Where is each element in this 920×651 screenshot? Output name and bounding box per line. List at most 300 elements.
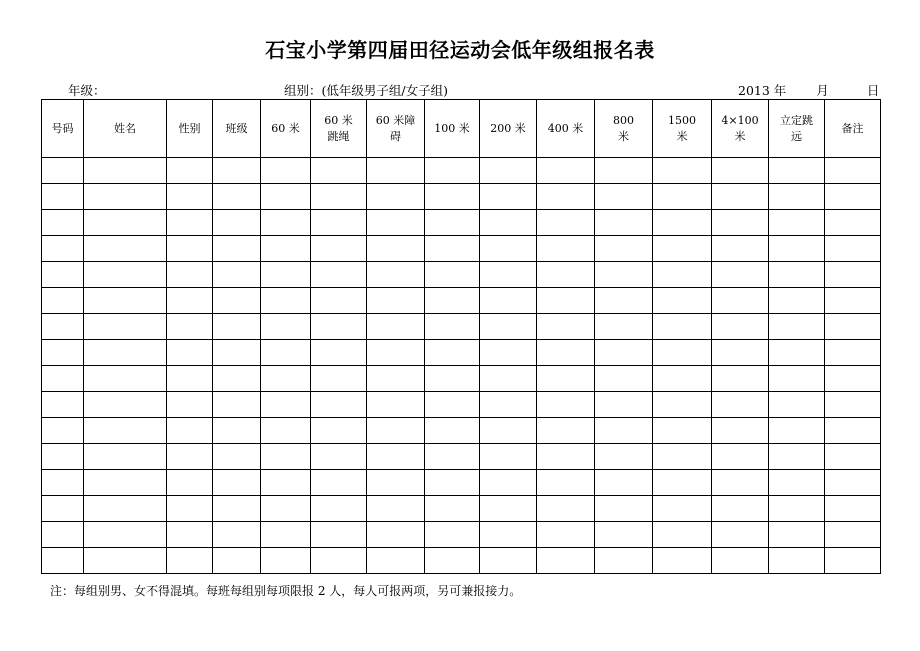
entry-cell[interactable] <box>537 262 595 288</box>
entry-cell[interactable] <box>480 184 537 210</box>
entry-cell[interactable] <box>367 158 425 184</box>
column-header <box>537 100 595 158</box>
entry-cell[interactable] <box>213 522 261 548</box>
entry-cell[interactable] <box>42 496 84 522</box>
entry-cell[interactable] <box>261 418 311 444</box>
entry-cell[interactable] <box>769 262 825 288</box>
entry-cell[interactable] <box>653 288 712 314</box>
entry-cell[interactable] <box>769 470 825 496</box>
entry-cell[interactable] <box>537 158 595 184</box>
date-year: 2013 年 <box>738 83 787 98</box>
column-header-text: 60 米障 <box>375 113 416 127</box>
entry-cell[interactable] <box>261 522 311 548</box>
entry-cell[interactable] <box>311 210 367 236</box>
column-header-text: 米 <box>734 129 746 143</box>
entry-cell[interactable] <box>84 236 167 262</box>
entry-cell[interactable] <box>537 470 595 496</box>
entry-cell[interactable] <box>84 548 167 574</box>
table-row <box>42 366 881 392</box>
entry-cell[interactable] <box>42 522 84 548</box>
column-header <box>311 100 367 158</box>
column-header-text: 班级 <box>225 121 248 135</box>
entry-cell[interactable] <box>367 548 425 574</box>
entry-cell[interactable] <box>712 314 769 340</box>
entry-cell[interactable] <box>367 392 425 418</box>
entry-cell[interactable] <box>213 314 261 340</box>
entry-cell[interactable] <box>213 496 261 522</box>
entry-cell[interactable] <box>653 392 712 418</box>
date-day: 日 <box>866 83 880 98</box>
entry-cell[interactable] <box>367 262 425 288</box>
table-row <box>42 470 881 496</box>
registration-table <box>41 99 881 574</box>
table-row <box>42 158 881 184</box>
entry-cell[interactable] <box>311 444 367 470</box>
entry-cell[interactable] <box>311 340 367 366</box>
entry-cell[interactable] <box>367 496 425 522</box>
column-header <box>480 100 537 158</box>
entry-cell[interactable] <box>425 184 480 210</box>
column-header-text: 立定跳 <box>780 113 813 127</box>
entry-cell[interactable] <box>537 418 595 444</box>
entry-cell[interactable] <box>712 470 769 496</box>
entry-cell[interactable] <box>595 496 653 522</box>
entry-cell[interactable] <box>311 392 367 418</box>
entry-cell[interactable] <box>595 210 653 236</box>
table-row <box>42 288 881 314</box>
entry-cell[interactable] <box>712 288 769 314</box>
column-header-text: 远 <box>791 129 802 143</box>
grade-label: 年级： <box>68 83 106 98</box>
column-header-text: 号码 <box>51 121 74 135</box>
entry-cell[interactable] <box>311 184 367 210</box>
entry-cell[interactable] <box>480 340 537 366</box>
entry-cell[interactable] <box>261 288 311 314</box>
entry-cell[interactable] <box>537 210 595 236</box>
entry-cell[interactable] <box>537 184 595 210</box>
entry-cell[interactable] <box>480 418 537 444</box>
entry-cell[interactable] <box>42 418 84 444</box>
entry-cell[interactable] <box>712 392 769 418</box>
entry-cell[interactable] <box>537 314 595 340</box>
entry-cell[interactable] <box>261 548 311 574</box>
entry-cell[interactable] <box>42 340 84 366</box>
entry-cell[interactable] <box>595 236 653 262</box>
entry-cell[interactable] <box>712 210 769 236</box>
entry-cell[interactable] <box>42 288 84 314</box>
entry-cell[interactable] <box>42 470 84 496</box>
entry-cell[interactable] <box>769 366 825 392</box>
entry-cell[interactable] <box>42 210 84 236</box>
entry-cell[interactable] <box>311 548 367 574</box>
entry-cell[interactable] <box>769 288 825 314</box>
form-title: 石宝小学第四届田径运动会低年级组报名表 <box>265 38 655 62</box>
entry-cell[interactable] <box>480 314 537 340</box>
entry-cell[interactable] <box>311 314 367 340</box>
entry-cell[interactable] <box>769 548 825 574</box>
entry-cell[interactable] <box>84 158 167 184</box>
entry-cell[interactable] <box>311 262 367 288</box>
entry-cell[interactable] <box>261 444 311 470</box>
entry-cell[interactable] <box>825 418 881 444</box>
entry-cell[interactable] <box>653 262 712 288</box>
entry-cell[interactable] <box>261 262 311 288</box>
entry-cell[interactable] <box>653 418 712 444</box>
entry-cell[interactable] <box>167 418 213 444</box>
column-header <box>712 100 769 158</box>
entry-cell[interactable] <box>425 288 480 314</box>
column-header <box>769 100 825 158</box>
entry-cell[interactable] <box>595 548 653 574</box>
entry-cell[interactable] <box>480 158 537 184</box>
column-header-text: 1500 <box>668 113 696 127</box>
entry-cell[interactable] <box>84 522 167 548</box>
entry-cell[interactable] <box>367 288 425 314</box>
entry-cell[interactable] <box>825 392 881 418</box>
table-row <box>42 340 881 366</box>
entry-cell[interactable] <box>84 210 167 236</box>
entry-cell[interactable] <box>311 418 367 444</box>
column-header <box>84 100 167 158</box>
column-header-text: 碍 <box>390 129 401 143</box>
entry-cell[interactable] <box>213 418 261 444</box>
entry-cell[interactable] <box>367 236 425 262</box>
entry-cell[interactable] <box>261 470 311 496</box>
entry-cell[interactable] <box>42 548 84 574</box>
table-row <box>42 392 881 418</box>
entry-cell[interactable] <box>769 314 825 340</box>
entry-cell[interactable] <box>42 236 84 262</box>
column-header-text: 200 米 <box>490 121 526 135</box>
entry-cell[interactable] <box>825 470 881 496</box>
table-row <box>42 210 881 236</box>
entry-cell[interactable] <box>595 288 653 314</box>
entry-cell[interactable] <box>42 392 84 418</box>
entry-cell[interactable] <box>167 470 213 496</box>
entry-cell[interactable] <box>595 470 653 496</box>
entry-cell[interactable] <box>653 210 712 236</box>
column-header-text: 800 <box>613 113 634 127</box>
entry-cell[interactable] <box>261 184 311 210</box>
column-header <box>653 100 712 158</box>
column-header-text: 备注 <box>841 121 864 135</box>
entry-cell[interactable] <box>595 262 653 288</box>
entry-cell[interactable] <box>261 158 311 184</box>
entry-cell[interactable] <box>712 184 769 210</box>
entry-cell[interactable] <box>595 158 653 184</box>
entry-cell[interactable] <box>425 548 480 574</box>
entry-cell[interactable] <box>425 262 480 288</box>
entry-cell[interactable] <box>425 340 480 366</box>
entry-cell[interactable] <box>825 262 881 288</box>
entry-cell[interactable] <box>84 444 167 470</box>
entry-cell[interactable] <box>825 522 881 548</box>
entry-cell[interactable] <box>825 288 881 314</box>
table-row <box>42 262 881 288</box>
table-row <box>42 418 881 444</box>
entry-cell[interactable] <box>213 210 261 236</box>
entry-cell[interactable] <box>213 340 261 366</box>
entry-cell[interactable] <box>367 444 425 470</box>
entry-cell[interactable] <box>480 236 537 262</box>
entry-cell[interactable] <box>367 470 425 496</box>
entry-cell[interactable] <box>769 496 825 522</box>
entry-cell[interactable] <box>42 366 84 392</box>
entry-cell[interactable] <box>537 236 595 262</box>
entry-cell[interactable] <box>42 262 84 288</box>
entry-cell[interactable] <box>712 444 769 470</box>
entry-cell[interactable] <box>712 522 769 548</box>
table-row <box>42 548 881 574</box>
entry-cell[interactable] <box>825 210 881 236</box>
entry-cell[interactable] <box>425 210 480 236</box>
entry-cell[interactable] <box>167 366 213 392</box>
entry-cell[interactable] <box>167 496 213 522</box>
column-header-text: 姓名 <box>114 121 136 135</box>
entry-cell[interactable] <box>769 236 825 262</box>
column-header <box>167 100 213 158</box>
entry-cell[interactable] <box>84 470 167 496</box>
entry-cell[interactable] <box>213 262 261 288</box>
entry-cell[interactable] <box>825 314 881 340</box>
entry-cell[interactable] <box>167 184 213 210</box>
column-header-text: 60 米 <box>271 121 300 135</box>
entry-cell[interactable] <box>825 236 881 262</box>
entry-cell[interactable] <box>653 184 712 210</box>
entry-cell[interactable] <box>367 210 425 236</box>
column-header <box>42 100 84 158</box>
entry-cell[interactable] <box>825 444 881 470</box>
entry-cell[interactable] <box>537 444 595 470</box>
entry-cell[interactable] <box>712 548 769 574</box>
entry-cell[interactable] <box>167 210 213 236</box>
entry-cell[interactable] <box>84 314 167 340</box>
entry-cell[interactable] <box>653 236 712 262</box>
entry-cell[interactable] <box>84 184 167 210</box>
table-row <box>42 236 881 262</box>
column-header <box>261 100 311 158</box>
entry-cell[interactable] <box>595 522 653 548</box>
entry-cell[interactable] <box>367 366 425 392</box>
entry-cell[interactable] <box>84 366 167 392</box>
entry-cell[interactable] <box>261 496 311 522</box>
entry-cell[interactable] <box>595 314 653 340</box>
entry-cell[interactable] <box>425 158 480 184</box>
entry-cell[interactable] <box>712 262 769 288</box>
entry-cell[interactable] <box>42 444 84 470</box>
entry-cell[interactable] <box>712 496 769 522</box>
entry-cell[interactable] <box>213 470 261 496</box>
entry-cell[interactable] <box>367 314 425 340</box>
entry-cell[interactable] <box>425 366 480 392</box>
entry-cell[interactable] <box>84 496 167 522</box>
entry-cell[interactable] <box>480 288 537 314</box>
entry-cell[interactable] <box>653 496 712 522</box>
header-row <box>42 100 881 158</box>
entry-cell[interactable] <box>712 236 769 262</box>
table-row <box>42 314 881 340</box>
entry-cell[interactable] <box>367 418 425 444</box>
entry-cell[interactable] <box>653 548 712 574</box>
entry-cell[interactable] <box>311 496 367 522</box>
column-header-text: 60 米 <box>324 113 353 127</box>
entry-cell[interactable] <box>261 340 311 366</box>
entry-cell[interactable] <box>480 262 537 288</box>
entry-cell[interactable] <box>825 184 881 210</box>
entry-cell[interactable] <box>712 340 769 366</box>
entry-cell[interactable] <box>167 314 213 340</box>
entry-cell[interactable] <box>167 392 213 418</box>
entry-cell[interactable] <box>769 444 825 470</box>
entry-cell[interactable] <box>595 184 653 210</box>
column-header-text: 米 <box>618 129 629 143</box>
column-header <box>213 100 261 158</box>
entry-cell[interactable] <box>261 210 311 236</box>
entry-cell[interactable] <box>167 262 213 288</box>
entry-cell[interactable] <box>367 184 425 210</box>
entry-cell[interactable] <box>42 184 84 210</box>
entry-cell[interactable] <box>537 392 595 418</box>
table-row <box>42 522 881 548</box>
entry-cell[interactable] <box>595 418 653 444</box>
entry-cell[interactable] <box>537 548 595 574</box>
entry-cell[interactable] <box>595 340 653 366</box>
column-header-text: 米 <box>676 129 688 143</box>
entry-cell[interactable] <box>84 288 167 314</box>
entry-cell[interactable] <box>769 392 825 418</box>
entry-cell[interactable] <box>213 548 261 574</box>
entry-cell[interactable] <box>261 366 311 392</box>
entry-cell[interactable] <box>425 444 480 470</box>
entry-cell[interactable] <box>367 522 425 548</box>
column-header-text: 4×100 <box>721 113 759 127</box>
entry-cell[interactable] <box>653 158 712 184</box>
entry-cell[interactable] <box>213 392 261 418</box>
entry-cell[interactable] <box>480 548 537 574</box>
entry-cell[interactable] <box>367 340 425 366</box>
entry-cell[interactable] <box>425 314 480 340</box>
entry-cell[interactable] <box>480 444 537 470</box>
entry-cell[interactable] <box>769 184 825 210</box>
entry-cell[interactable] <box>311 158 367 184</box>
entry-cell[interactable] <box>213 184 261 210</box>
entry-cell[interactable] <box>595 366 653 392</box>
entry-cell[interactable] <box>825 548 881 574</box>
entry-cell[interactable] <box>712 366 769 392</box>
entry-cell[interactable] <box>537 522 595 548</box>
entry-cell[interactable] <box>712 418 769 444</box>
date-month: 月 <box>816 83 829 98</box>
entry-cell[interactable] <box>311 236 367 262</box>
entry-cell[interactable] <box>261 392 311 418</box>
entry-cell[interactable] <box>167 444 213 470</box>
column-header-text: 性别 <box>178 121 201 135</box>
entry-cell[interactable] <box>311 522 367 548</box>
entry-cell[interactable] <box>537 340 595 366</box>
column-header <box>595 100 653 158</box>
entry-cell[interactable] <box>213 236 261 262</box>
column-header-text: 跳绳 <box>327 129 350 143</box>
entry-cell[interactable] <box>653 470 712 496</box>
entry-cell[interactable] <box>84 392 167 418</box>
entry-cell[interactable] <box>653 340 712 366</box>
entry-cell[interactable] <box>653 444 712 470</box>
table-row <box>42 184 881 210</box>
column-header-text: 100 米 <box>434 121 470 135</box>
entry-cell[interactable] <box>213 366 261 392</box>
entry-cell[interactable] <box>712 158 769 184</box>
entry-cell[interactable] <box>425 236 480 262</box>
entry-cell[interactable] <box>769 522 825 548</box>
column-header <box>425 100 480 158</box>
entry-cell[interactable] <box>167 522 213 548</box>
entry-cell[interactable] <box>213 444 261 470</box>
entry-cell[interactable] <box>84 340 167 366</box>
entry-cell[interactable] <box>311 470 367 496</box>
entry-cell[interactable] <box>311 288 367 314</box>
entry-cell[interactable] <box>261 314 311 340</box>
entry-cell[interactable] <box>653 522 712 548</box>
entry-cell[interactable] <box>167 548 213 574</box>
entry-cell[interactable] <box>769 418 825 444</box>
table-row <box>42 496 881 522</box>
entry-cell[interactable] <box>213 158 261 184</box>
entry-cell[interactable] <box>537 288 595 314</box>
entry-cell[interactable] <box>653 366 712 392</box>
entry-cell[interactable] <box>84 418 167 444</box>
entry-cell[interactable] <box>480 366 537 392</box>
table-body <box>42 158 881 574</box>
entry-cell[interactable] <box>825 496 881 522</box>
entry-cell[interactable] <box>769 158 825 184</box>
entry-cell[interactable] <box>311 366 367 392</box>
entry-cell[interactable] <box>595 392 653 418</box>
entry-cell[interactable] <box>537 366 595 392</box>
entry-cell[interactable] <box>480 210 537 236</box>
entry-cell[interactable] <box>825 366 881 392</box>
entry-cell[interactable] <box>167 288 213 314</box>
entry-cell[interactable] <box>167 236 213 262</box>
entry-cell[interactable] <box>425 496 480 522</box>
entry-cell[interactable] <box>653 314 712 340</box>
entry-cell[interactable] <box>480 522 537 548</box>
entry-cell[interactable] <box>425 522 480 548</box>
entry-cell[interactable] <box>825 158 881 184</box>
entry-cell[interactable] <box>769 340 825 366</box>
date-line <box>738 81 879 99</box>
entry-cell[interactable] <box>167 340 213 366</box>
entry-cell[interactable] <box>84 262 167 288</box>
entry-cell[interactable] <box>425 470 480 496</box>
entry-cell[interactable] <box>167 158 213 184</box>
column-header-text: 400 米 <box>547 121 584 135</box>
entry-cell[interactable] <box>480 496 537 522</box>
entry-cell[interactable] <box>213 288 261 314</box>
entry-cell[interactable] <box>425 392 480 418</box>
entry-cell[interactable] <box>42 158 84 184</box>
entry-cell[interactable] <box>769 210 825 236</box>
column-header <box>367 100 425 158</box>
entry-cell[interactable] <box>425 418 480 444</box>
entry-cell[interactable] <box>42 314 84 340</box>
entry-cell[interactable] <box>537 496 595 522</box>
entry-cell[interactable] <box>480 392 537 418</box>
entry-cell[interactable] <box>595 444 653 470</box>
table-row <box>42 444 881 470</box>
entry-cell[interactable] <box>480 470 537 496</box>
entry-cell[interactable] <box>261 236 311 262</box>
entry-cell[interactable] <box>825 340 881 366</box>
